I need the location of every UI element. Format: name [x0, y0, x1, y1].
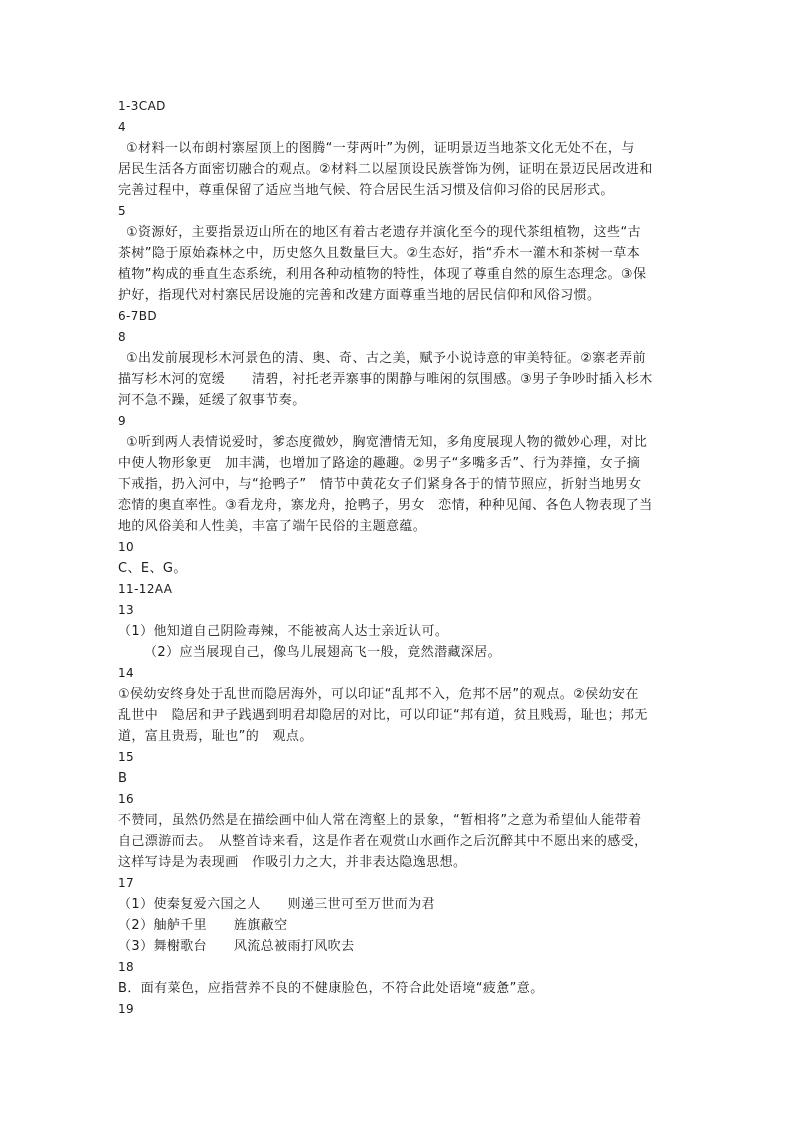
text-line: C、E、G。	[118, 561, 187, 576]
text-line: （3）舞榭歌台 风流总被雨打风吹去	[118, 939, 355, 954]
text-line: 中使人物形象更 加丰满，也增加了路途的趣趣。②男子“多嘴多舌”、行为莽撞，女子摘	[118, 456, 641, 471]
text-line: （1）他知道自己阴险毒辣，不能被高人达士亲近认可。	[118, 624, 449, 639]
text-line: 1-3CAD	[118, 99, 166, 113]
text-line: 乱世中 隐居和尹子践遇到明君却隐居的对比，可以印证“邦有道，贫且贱焉，耻也；邦无	[118, 708, 648, 723]
text-line: 14	[118, 666, 135, 680]
text-line: 这样写诗是为表现画 作吸引力之大，并非表达隐逸思想。	[118, 855, 467, 870]
text-line: 道，富且贵焉，耻也”的 观点。	[118, 729, 313, 744]
text-line: ①资源好，主要指景迈山所在的地区有着古老遗存并演化至今的现代茶组植物，这些“古	[126, 225, 641, 240]
text-line: 不赞同，虽然仍然是在描绘画中仙人常在湾壑上的景象，“暂相将”之意为希望仙人能带着	[118, 813, 642, 828]
text-line: 13	[118, 603, 135, 617]
text-line: 护好，指现代对村寨民居设施的完善和改建方面尊重当地的居民信仰和风俗习惯。	[118, 288, 601, 303]
text-line: ①听到两人表情说爱时，爹态度微妙，胸宽漕情无知，多角度展现人物的微妙心理，对比	[126, 435, 648, 450]
text-line: 17	[118, 876, 135, 890]
text-line: 9	[118, 414, 127, 428]
text-line: 茶树”隐于原始森林之中，历史悠久且数量巨大。②生态好，指“乔木一灌木和茶树一草本	[118, 246, 641, 261]
text-line: 河不急不躁，延缓了叙事节奏。	[118, 393, 306, 408]
text-line: （2）舳舻千里 旌旗蔽空	[118, 918, 288, 933]
text-line: 地的风俗美和人性美，丰富了端午民俗的主题意蕴。	[118, 519, 427, 534]
text-line: 居民生活各方面密切融合的观点。②材料二以屋顶设民族誉饰为例，证明在景迈民居改进和	[118, 162, 653, 177]
text-line: 5	[118, 204, 127, 218]
text-line: 自己漂游而去。 从整首诗来看，这是作者在观赏山水画作之后沉醉其中不愿出来的感受，	[118, 834, 648, 849]
text-line: 19	[118, 1002, 135, 1016]
answer-key-text	[118, 96, 678, 1020]
text-line: B	[118, 771, 128, 786]
text-line: 15	[118, 750, 135, 764]
text-line: 10	[118, 540, 135, 554]
text-line: B．面有菜色，应指营养不良的不健康脸色，不符合此处语境“疲惫”意。	[118, 981, 544, 996]
text-line: 描写杉木河的宽缓 清碧，衬托老弄寨事的閑静与唯闲的氛围感。③男子争吵时插入杉木	[118, 372, 653, 387]
text-line: 8	[118, 330, 127, 344]
text-line: 完善过程中，尊重保留了适应当地气候、符合居民生活习惯及信仰习俗的民居形式。	[118, 183, 614, 198]
text-line: 4	[118, 120, 127, 134]
text-line: ①出发前展现杉木河景色的清、奥、奇、古之美，赋予小说诗意的审美特征。②寨老弄前	[126, 351, 646, 366]
text-line: 植物”构成的垂直生态系统，利用各种动植物的特性，体现了尊重自然的原生态理念。③保	[118, 267, 647, 282]
text-line: ①侯幼安终身处于乱世而隐居海外，可以印证“乱邦不入，危邦不居”的观点。②侯幼安在	[118, 687, 639, 702]
text-line: （1）使秦复爱六国之人 则递三世可至万世而为君	[118, 897, 435, 912]
text-line: ①材料一以布朗村寨屋顶上的图腾“一芽两叶”为例，证明景迈当地茶文化无处不在，与	[126, 141, 635, 156]
text-line: 16	[118, 792, 135, 806]
text-line: 18	[118, 960, 135, 974]
text-line: 6-7BD	[118, 309, 158, 323]
text-line: 恋情的奥直率性。③看龙舟，寨龙舟，抢鸭子，男女 恋情，种种见闻、各色人物表现了当	[118, 498, 653, 513]
text-line: 下戒指，扔入河中，与“抢鸭子” 情节中黄花女子们紧身各于的情节照应，折射当地男女	[118, 477, 642, 492]
text-line: 11-12AA	[118, 582, 173, 596]
text-line: （2）应当展现自己，像鸟儿展翅高飞一般，竟然潜藏深居。	[144, 645, 502, 660]
